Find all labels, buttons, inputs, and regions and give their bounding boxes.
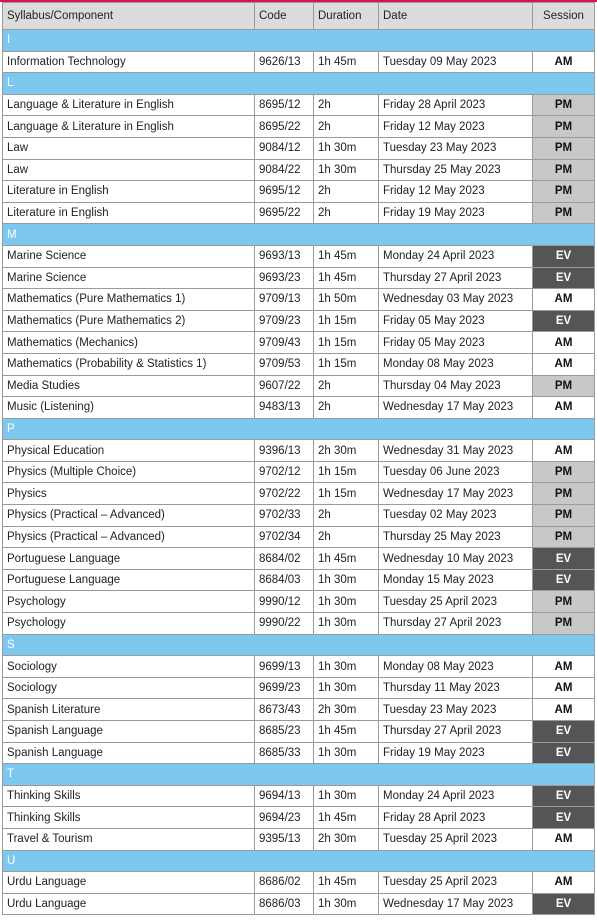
cell-session: PM xyxy=(533,613,595,635)
cell-session: EV xyxy=(533,267,595,289)
cell-code: 9702/34 xyxy=(255,526,314,548)
header-session: Session xyxy=(533,3,595,30)
cell-syllabus: Spanish Language xyxy=(3,742,255,764)
cell-duration: 1h 15m xyxy=(314,483,379,505)
table-row xyxy=(3,94,595,116)
cell-code: 9695/12 xyxy=(255,181,314,203)
cell-date: Tuesday 25 April 2023 xyxy=(379,872,533,894)
cell-session: AM xyxy=(533,828,595,850)
table-row xyxy=(3,742,595,764)
table-row xyxy=(3,893,595,915)
cell-duration: 1h 30m xyxy=(314,159,379,181)
cell-syllabus: Media Studies xyxy=(3,375,255,397)
cell-syllabus: Psychology xyxy=(3,591,255,613)
cell-duration: 2h 30m xyxy=(314,828,379,850)
cell-syllabus: Music (Listening) xyxy=(3,397,255,419)
cell-date: Friday 12 May 2023 xyxy=(379,181,533,203)
cell-duration: 1h 45m xyxy=(314,807,379,829)
cell-code: 9709/23 xyxy=(255,310,314,332)
cell-syllabus: Spanish Language xyxy=(3,721,255,743)
cell-duration: 1h 45m xyxy=(314,245,379,267)
cell-session: PM xyxy=(533,483,595,505)
letter-row xyxy=(3,30,595,52)
table-row xyxy=(3,181,595,203)
cell-duration: 1h 15m xyxy=(314,353,379,375)
cell-session: PM xyxy=(533,591,595,613)
cell-code: 8695/12 xyxy=(255,94,314,116)
cell-session: EV xyxy=(533,721,595,743)
cell-code: 8673/43 xyxy=(255,699,314,721)
cell-code: 9699/13 xyxy=(255,656,314,678)
cell-syllabus: Physics xyxy=(3,483,255,505)
table-row xyxy=(3,440,595,462)
cell-session: PM xyxy=(533,137,595,159)
cell-code: 9483/13 xyxy=(255,397,314,419)
cell-code: 9709/13 xyxy=(255,289,314,311)
cell-date: Wednesday 17 May 2023 xyxy=(379,483,533,505)
cell-code: 9084/12 xyxy=(255,137,314,159)
cell-code: 8684/02 xyxy=(255,548,314,570)
cell-date: Tuesday 23 May 2023 xyxy=(379,137,533,159)
cell-syllabus: Physical Education xyxy=(3,440,255,462)
cell-date: Thursday 27 April 2023 xyxy=(379,267,533,289)
cell-date: Thursday 11 May 2023 xyxy=(379,677,533,699)
cell-code: 9695/22 xyxy=(255,202,314,224)
cell-syllabus: Mathematics (Pure Mathematics 2) xyxy=(3,310,255,332)
cell-session: AM xyxy=(533,656,595,678)
cell-duration: 1h 30m xyxy=(314,137,379,159)
cell-session: EV xyxy=(533,310,595,332)
cell-duration: 2h 30m xyxy=(314,440,379,462)
cell-date: Monday 08 May 2023 xyxy=(379,353,533,375)
cell-duration: 2h xyxy=(314,181,379,203)
table-row xyxy=(3,202,595,224)
cell-duration: 1h 30m xyxy=(314,893,379,915)
table-row xyxy=(3,656,595,678)
cell-code: 9694/13 xyxy=(255,785,314,807)
cell-syllabus: Urdu Language xyxy=(3,872,255,894)
cell-duration: 1h 30m xyxy=(314,591,379,613)
cell-date: Tuesday 25 April 2023 xyxy=(379,591,533,613)
timetable-body xyxy=(3,30,595,915)
cell-syllabus: Sociology xyxy=(3,677,255,699)
cell-duration: 1h 30m xyxy=(314,656,379,678)
cell-syllabus: Portuguese Language xyxy=(3,569,255,591)
cell-syllabus: Travel & Tourism xyxy=(3,828,255,850)
cell-date: Thursday 25 May 2023 xyxy=(379,526,533,548)
cell-duration: 2h xyxy=(314,526,379,548)
cell-syllabus: Language & Literature in English xyxy=(3,94,255,116)
cell-duration: 1h 15m xyxy=(314,310,379,332)
cell-session: EV xyxy=(533,893,595,915)
cell-session: PM xyxy=(533,505,595,527)
cell-date: Friday 05 May 2023 xyxy=(379,332,533,354)
cell-syllabus: Psychology xyxy=(3,613,255,635)
table-row xyxy=(3,807,595,829)
cell-syllabus: Literature in English xyxy=(3,181,255,203)
section-letter: P xyxy=(3,418,595,440)
cell-session: AM xyxy=(533,51,595,73)
table-row xyxy=(3,332,595,354)
section-letter: I xyxy=(3,30,595,52)
cell-syllabus: Spanish Literature xyxy=(3,699,255,721)
cell-date: Friday 19 May 2023 xyxy=(379,202,533,224)
cell-date: Wednesday 17 May 2023 xyxy=(379,397,533,419)
cell-date: Tuesday 23 May 2023 xyxy=(379,699,533,721)
letter-row xyxy=(3,850,595,872)
table-row xyxy=(3,699,595,721)
cell-session: PM xyxy=(533,202,595,224)
cell-date: Friday 12 May 2023 xyxy=(379,116,533,138)
cell-session: EV xyxy=(533,548,595,570)
table-row xyxy=(3,397,595,419)
cell-duration: 1h 50m xyxy=(314,289,379,311)
cell-syllabus: Language & Literature in English xyxy=(3,116,255,138)
cell-session: PM xyxy=(533,461,595,483)
cell-code: 8695/22 xyxy=(255,116,314,138)
cell-session: PM xyxy=(533,94,595,116)
table-row xyxy=(3,872,595,894)
cell-code: 9607/22 xyxy=(255,375,314,397)
cell-syllabus: Physics (Practical – Advanced) xyxy=(3,526,255,548)
table-row xyxy=(3,375,595,397)
cell-session: EV xyxy=(533,569,595,591)
table-row xyxy=(3,51,595,73)
table-row xyxy=(3,721,595,743)
letter-row xyxy=(3,418,595,440)
cell-date: Friday 05 May 2023 xyxy=(379,310,533,332)
cell-date: Thursday 25 May 2023 xyxy=(379,159,533,181)
cell-syllabus: Literature in English xyxy=(3,202,255,224)
cell-date: Tuesday 02 May 2023 xyxy=(379,505,533,527)
cell-duration: 2h xyxy=(314,116,379,138)
letter-row xyxy=(3,764,595,786)
table-row xyxy=(3,310,595,332)
table-row xyxy=(3,677,595,699)
cell-session: EV xyxy=(533,742,595,764)
cell-code: 9693/13 xyxy=(255,245,314,267)
cell-session: AM xyxy=(533,872,595,894)
header-duration: Duration xyxy=(314,3,379,30)
letter-row xyxy=(3,224,595,246)
cell-date: Tuesday 25 April 2023 xyxy=(379,828,533,850)
table-row xyxy=(3,137,595,159)
cell-duration: 2h xyxy=(314,202,379,224)
table-row xyxy=(3,785,595,807)
cell-code: 9709/43 xyxy=(255,332,314,354)
cell-date: Thursday 27 April 2023 xyxy=(379,613,533,635)
cell-duration: 1h 30m xyxy=(314,613,379,635)
cell-session: AM xyxy=(533,397,595,419)
section-letter: S xyxy=(3,634,595,656)
cell-code: 8686/02 xyxy=(255,872,314,894)
cell-code: 9702/12 xyxy=(255,461,314,483)
cell-syllabus: Marine Science xyxy=(3,267,255,289)
cell-code: 8684/03 xyxy=(255,569,314,591)
cell-syllabus: Law xyxy=(3,137,255,159)
cell-date: Friday 28 April 2023 xyxy=(379,94,533,116)
section-letter: M xyxy=(3,224,595,246)
table-row xyxy=(3,591,595,613)
cell-syllabus: Physics (Practical – Advanced) xyxy=(3,505,255,527)
header-code: Code xyxy=(255,3,314,30)
cell-duration: 2h xyxy=(314,397,379,419)
cell-code: 9626/13 xyxy=(255,51,314,73)
cell-duration: 2h xyxy=(314,94,379,116)
table-row xyxy=(3,505,595,527)
cell-session: PM xyxy=(533,526,595,548)
cell-duration: 1h 15m xyxy=(314,461,379,483)
cell-date: Wednesday 10 May 2023 xyxy=(379,548,533,570)
cell-duration: 1h 30m xyxy=(314,569,379,591)
table-row xyxy=(3,267,595,289)
section-letter: U xyxy=(3,850,595,872)
table-row xyxy=(3,569,595,591)
cell-session: PM xyxy=(533,116,595,138)
cell-date: Friday 28 April 2023 xyxy=(379,807,533,829)
letter-row xyxy=(3,73,595,95)
cell-code: 9693/23 xyxy=(255,267,314,289)
cell-duration: 1h 30m xyxy=(314,742,379,764)
section-letter: L xyxy=(3,73,595,95)
cell-duration: 1h 45m xyxy=(314,721,379,743)
cell-date: Monday 08 May 2023 xyxy=(379,656,533,678)
cell-duration: 1h 30m xyxy=(314,785,379,807)
cell-date: Thursday 04 May 2023 xyxy=(379,375,533,397)
cell-duration: 1h 45m xyxy=(314,872,379,894)
cell-session: AM xyxy=(533,332,595,354)
cell-syllabus: Mathematics (Probability & Statistics 1) xyxy=(3,353,255,375)
cell-duration: 1h 45m xyxy=(314,51,379,73)
cell-duration: 1h 45m xyxy=(314,548,379,570)
cell-duration: 1h 30m xyxy=(314,677,379,699)
cell-date: Wednesday 31 May 2023 xyxy=(379,440,533,462)
table-row xyxy=(3,116,595,138)
table-row xyxy=(3,526,595,548)
cell-duration: 2h xyxy=(314,505,379,527)
cell-session: AM xyxy=(533,353,595,375)
table-row xyxy=(3,245,595,267)
cell-date: Friday 19 May 2023 xyxy=(379,742,533,764)
cell-date: Monday 24 April 2023 xyxy=(379,245,533,267)
cell-session: AM xyxy=(533,440,595,462)
cell-code: 9694/23 xyxy=(255,807,314,829)
cell-code: 9699/23 xyxy=(255,677,314,699)
cell-code: 9396/13 xyxy=(255,440,314,462)
cell-code: 9990/22 xyxy=(255,613,314,635)
cell-code: 9084/22 xyxy=(255,159,314,181)
cell-code: 9395/13 xyxy=(255,828,314,850)
table-row xyxy=(3,461,595,483)
cell-syllabus: Law xyxy=(3,159,255,181)
letter-row xyxy=(3,634,595,656)
header-date: Date xyxy=(379,3,533,30)
cell-duration: 2h 30m xyxy=(314,699,379,721)
table-row xyxy=(3,159,595,181)
cell-session: PM xyxy=(533,159,595,181)
cell-date: Thursday 27 April 2023 xyxy=(379,721,533,743)
cell-syllabus: Urdu Language xyxy=(3,893,255,915)
table-row xyxy=(3,828,595,850)
table-row xyxy=(3,548,595,570)
cell-date: Tuesday 06 June 2023 xyxy=(379,461,533,483)
cell-date: Monday 15 May 2023 xyxy=(379,569,533,591)
cell-session: AM xyxy=(533,677,595,699)
cell-session: AM xyxy=(533,699,595,721)
cell-syllabus: Thinking Skills xyxy=(3,807,255,829)
cell-syllabus: Mathematics (Mechanics) xyxy=(3,332,255,354)
header-row xyxy=(3,3,595,30)
table-row xyxy=(3,289,595,311)
cell-session: AM xyxy=(533,289,595,311)
cell-code: 8685/23 xyxy=(255,721,314,743)
cell-session: PM xyxy=(533,181,595,203)
cell-syllabus: Portuguese Language xyxy=(3,548,255,570)
cell-duration: 1h 15m xyxy=(314,332,379,354)
cell-code: 8686/03 xyxy=(255,893,314,915)
table-row xyxy=(3,483,595,505)
table-row xyxy=(3,353,595,375)
table-row xyxy=(3,613,595,635)
cell-session: EV xyxy=(533,785,595,807)
cell-duration: 1h 45m xyxy=(314,267,379,289)
cell-syllabus: Physics (Multiple Choice) xyxy=(3,461,255,483)
cell-code: 9990/12 xyxy=(255,591,314,613)
timetable xyxy=(2,2,595,915)
cell-date: Monday 24 April 2023 xyxy=(379,785,533,807)
cell-syllabus: Mathematics (Pure Mathematics 1) xyxy=(3,289,255,311)
cell-session: EV xyxy=(533,245,595,267)
section-letter: T xyxy=(3,764,595,786)
cell-session: PM xyxy=(533,375,595,397)
header-syllabus: Syllabus/Component xyxy=(3,3,255,30)
cell-code: 8685/33 xyxy=(255,742,314,764)
cell-date: Tuesday 09 May 2023 xyxy=(379,51,533,73)
cell-syllabus: Marine Science xyxy=(3,245,255,267)
cell-date: Wednesday 17 May 2023 xyxy=(379,893,533,915)
cell-duration: 2h xyxy=(314,375,379,397)
cell-syllabus: Thinking Skills xyxy=(3,785,255,807)
cell-date: Wednesday 03 May 2023 xyxy=(379,289,533,311)
cell-syllabus: Information Technology xyxy=(3,51,255,73)
cell-syllabus: Sociology xyxy=(3,656,255,678)
cell-code: 9702/33 xyxy=(255,505,314,527)
cell-code: 9702/22 xyxy=(255,483,314,505)
cell-session: EV xyxy=(533,807,595,829)
cell-code: 9709/53 xyxy=(255,353,314,375)
